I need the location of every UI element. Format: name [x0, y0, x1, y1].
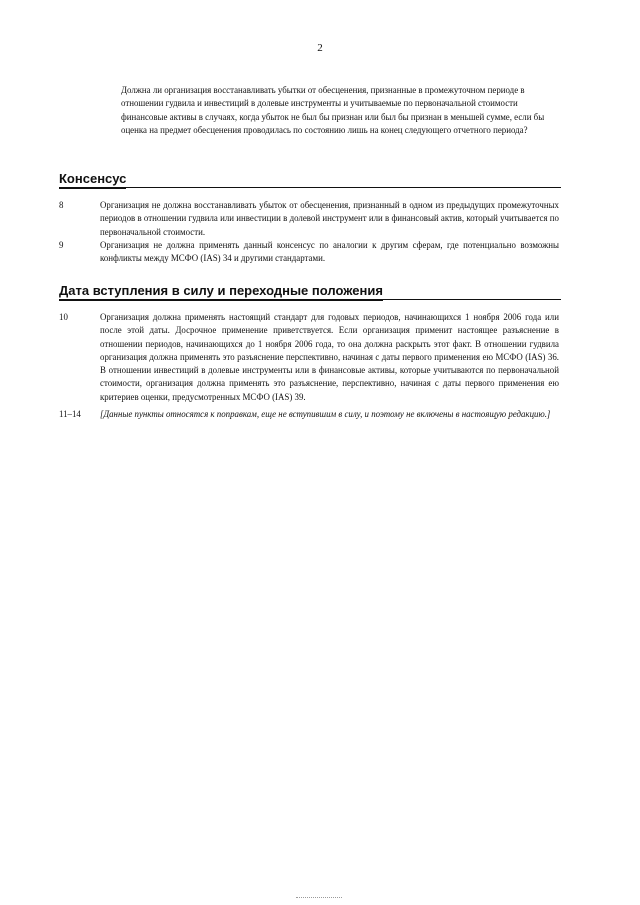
paragraph-9	[59, 239, 559, 266]
paragraph-number: 8	[59, 200, 64, 210]
paragraph-number: 11–14	[59, 409, 81, 419]
paragraph-text: Организация не должна применять данный консенсус по аналогии к другим сферам, где потенциально возможны конфликты между МСФО (IAS) 34 и другими стандартами.	[100, 240, 559, 264]
paragraph-8	[59, 199, 559, 239]
paragraph-number: 9	[59, 240, 64, 250]
paragraph-text: Организация должна применять настоящий стандарт для годовых периодов, начинающихся 1 ноября 2006 года или после этой даты. Досрочное применение приветствуется. Если организация применит настоящее разъяснение в отношении периодов, начинающихся до 1 ноября 2006 года, то она должна раскрыть этот факт. В отношении гудвила организация должна применять это разъяснение перспективно, начиная с даты первого применения ею МСФО (IAS) 36. В отношении инвестиций в долевые инструменты или в финансовые активы, которые учитываются по первоначальной стоимости, организация должна применять это разъяснение, перспективно, начиная с даты первого применения ею критериев оценки, предусмотренных МСФО (IAS) 39.	[100, 312, 559, 402]
section-heading-text: Консенсус	[59, 172, 126, 189]
page-bottom-mark	[296, 897, 342, 898]
section-heading-consensus	[59, 172, 561, 188]
page-number: 2	[317, 42, 323, 54]
paragraph-number: 10	[59, 312, 68, 322]
paragraph-11-14	[59, 408, 559, 421]
paragraph-text: Организация не должна восстанавливать убыток от обесценения, признанный в одном из предыдущих промежуточных периодов в отношении гудвила или инвестиции в долевой инструмент или в финансовый актив, который учитывается по первоначальной стоимости.	[100, 200, 559, 237]
paragraph-10	[59, 311, 559, 404]
section-heading-text: Дата вступления в силу и переходные положения	[59, 284, 383, 301]
question-paragraph: Должна ли организация восстанавливать убытки от обесценения, признанные в промежуточном периоде в отношении гудвила и инвестиций в долевые инструменты и учитываемые по первоначальной стоимости финансовые активы в случаях, когда убыток не был бы признан или был бы признан в меньшей сумме, если бы оценка на предмет обесценения проводилась по состоянию лишь на конец следующего отчетного периода?	[121, 85, 545, 136]
section-heading-effective-date	[59, 284, 561, 300]
paragraph-text: [Данные пункты относятся к поправкам, еще не вступившим в силу, и поэтому не включены в настоящую редакцию.]	[100, 409, 551, 419]
